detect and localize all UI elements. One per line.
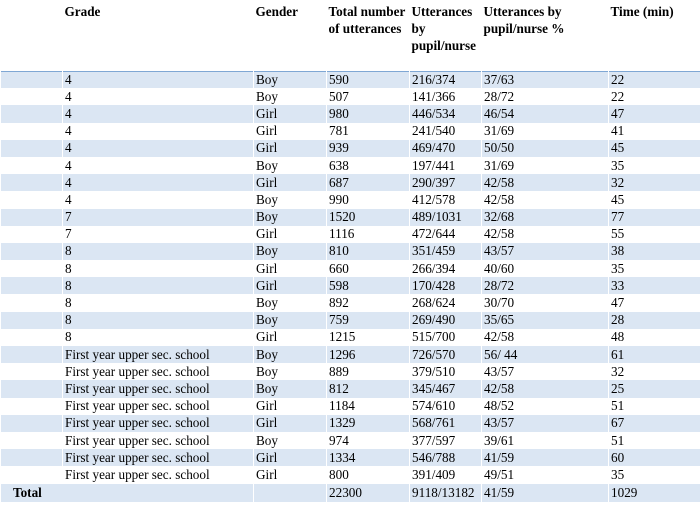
cell-blank — [1, 294, 63, 311]
cell-utterances-percent: 28/72 — [482, 88, 609, 105]
cell-total-utterances: 590 — [327, 71, 410, 88]
cell-blank — [1, 140, 63, 157]
table-row — [1, 363, 700, 380]
cell-utterances-percent: 56/ 44 — [482, 346, 609, 363]
cell-utterances-percent: 40/60 — [482, 260, 609, 277]
cell-gender: Boy — [254, 71, 327, 88]
cell-total-utterances: 781 — [327, 123, 410, 140]
cell-gender: Girl — [254, 449, 327, 466]
total-label: Total — [1, 484, 254, 502]
cell-time: 35 — [609, 466, 700, 483]
cell-utterances-percent: 50/50 — [482, 140, 609, 157]
cell-total-utterances: 1116 — [327, 226, 410, 243]
cell-utterances-percent: 48/52 — [482, 398, 609, 415]
cell-grade: 8 — [63, 294, 254, 311]
cell-total-utterances: 1329 — [327, 415, 410, 432]
header-row — [1, 0, 700, 71]
table-row — [1, 157, 700, 174]
total-row — [1, 484, 700, 502]
cell-blank — [1, 243, 63, 260]
table-header — [1, 0, 700, 71]
cell-utterances-ratio: 574/610 — [410, 398, 482, 415]
cell-blank — [1, 329, 63, 346]
cell-total-utterances: 889 — [327, 363, 410, 380]
cell-time: 67 — [609, 415, 700, 432]
cell-utterances-percent: 46/54 — [482, 105, 609, 122]
header-blank — [1, 0, 63, 71]
cell-utterances-ratio: 170/428 — [410, 277, 482, 294]
cell-time: 45 — [609, 140, 700, 157]
cell-utterances-percent: 43/57 — [482, 363, 609, 380]
cell-total-utterances: 660 — [327, 260, 410, 277]
cell-blank — [1, 260, 63, 277]
cell-time: 32 — [609, 363, 700, 380]
cell-total-utterances: 974 — [327, 432, 410, 449]
cell-gender: Boy — [254, 243, 327, 260]
cell-gender: Girl — [254, 140, 327, 157]
cell-time: 55 — [609, 226, 700, 243]
cell-gender: Girl — [254, 226, 327, 243]
cell-total-utterances: 638 — [327, 157, 410, 174]
cell-gender: Girl — [254, 277, 327, 294]
cell-gender: Boy — [254, 157, 327, 174]
cell-time: 35 — [609, 157, 700, 174]
table-row — [1, 294, 700, 311]
cell-blank — [1, 312, 63, 329]
table-row — [1, 312, 700, 329]
cell-utterances-ratio: 290/397 — [410, 174, 482, 191]
cell-gender: Girl — [254, 329, 327, 346]
table-row — [1, 260, 700, 277]
cell-utterances-ratio: 141/366 — [410, 88, 482, 105]
cell-grade: 4 — [63, 71, 254, 88]
table-row — [1, 277, 700, 294]
cell-gender: Boy — [254, 363, 327, 380]
table-row — [1, 71, 700, 88]
cell-gender: Boy — [254, 209, 327, 226]
cell-time: 22 — [609, 88, 700, 105]
header-gender: Gender — [255, 4, 298, 19]
cell-time: 28 — [609, 312, 700, 329]
cell-total-utterances: 1296 — [327, 346, 410, 363]
cell-utterances-percent: 35/65 — [482, 312, 609, 329]
cell-blank — [1, 191, 63, 208]
table-row — [1, 329, 700, 346]
cell-total-utterances: 810 — [327, 243, 410, 260]
cell-grade: 4 — [63, 174, 254, 191]
cell-total-utterances: 812 — [327, 380, 410, 397]
cell-grade: 7 — [63, 209, 254, 226]
cell-grade: 8 — [63, 277, 254, 294]
cell-blank — [1, 415, 63, 432]
cell-grade: First year upper sec. school — [63, 449, 254, 466]
cell-utterances-percent: 43/57 — [482, 243, 609, 260]
cell-grade: First year upper sec. school — [63, 432, 254, 449]
table-row — [1, 140, 700, 157]
cell-grade: 4 — [63, 88, 254, 105]
cell-utterances-ratio: 268/624 — [410, 294, 482, 311]
cell-total-utterances: 1334 — [327, 449, 410, 466]
table-row — [1, 105, 700, 122]
cell-utterances-percent: 43/57 — [482, 415, 609, 432]
cell-blank — [1, 398, 63, 415]
cell-utterances-percent: 42/58 — [482, 191, 609, 208]
cell-utterances-ratio: 377/597 — [410, 432, 482, 449]
cell-utterances-ratio: 241/540 — [410, 123, 482, 140]
cell-total-utterances: 687 — [327, 174, 410, 191]
cell-utterances-ratio: 266/394 — [410, 260, 482, 277]
cell-total-utterances: 1184 — [327, 398, 410, 415]
header-utterances-percent: Utterances by pupil/nurse % — [483, 4, 565, 36]
cell-time: 22 — [609, 71, 700, 88]
total-time: 1029 — [609, 484, 700, 502]
cell-gender: Boy — [254, 432, 327, 449]
cell-blank — [1, 363, 63, 380]
table-row — [1, 346, 700, 363]
table-row — [1, 209, 700, 226]
cell-utterances-percent: 42/58 — [482, 174, 609, 191]
cell-utterances-ratio: 469/470 — [410, 140, 482, 157]
cell-total-utterances: 800 — [327, 466, 410, 483]
cell-time: 35 — [609, 260, 700, 277]
cell-total-utterances: 939 — [327, 140, 410, 157]
cell-gender: Girl — [254, 466, 327, 483]
cell-utterances-percent: 49/51 — [482, 466, 609, 483]
cell-utterances-ratio: 726/570 — [410, 346, 482, 363]
cell-gender: Boy — [254, 191, 327, 208]
cell-time: 77 — [609, 209, 700, 226]
cell-grade: First year upper sec. school — [63, 380, 254, 397]
cell-gender: Girl — [254, 174, 327, 191]
cell-blank — [1, 123, 63, 140]
table-row — [1, 88, 700, 105]
table-row — [1, 380, 700, 397]
cell-time: 47 — [609, 105, 700, 122]
header-grade: Grade — [64, 4, 101, 19]
cell-time: 32 — [609, 174, 700, 191]
cell-gender: Girl — [254, 415, 327, 432]
cell-blank — [1, 380, 63, 397]
cell-utterances-ratio: 345/467 — [410, 380, 482, 397]
cell-utterances-ratio: 269/490 — [410, 312, 482, 329]
cell-grade: 4 — [63, 140, 254, 157]
cell-time: 51 — [609, 432, 700, 449]
table-row — [1, 123, 700, 140]
cell-gender: Girl — [254, 260, 327, 277]
cell-time: 47 — [609, 294, 700, 311]
cell-time: 60 — [609, 449, 700, 466]
cell-grade: 4 — [63, 191, 254, 208]
cell-blank — [1, 277, 63, 294]
cell-gender: Boy — [254, 346, 327, 363]
cell-time: 25 — [609, 380, 700, 397]
cell-blank — [1, 432, 63, 449]
total-utterances: 22300 — [327, 484, 410, 502]
cell-utterances-ratio: 568/761 — [410, 415, 482, 432]
cell-utterances-percent: 31/69 — [482, 157, 609, 174]
cell-gender: Girl — [254, 123, 327, 140]
cell-utterances-percent: 42/58 — [482, 226, 609, 243]
cell-grade: 8 — [63, 243, 254, 260]
cell-grade: 7 — [63, 226, 254, 243]
cell-utterances-ratio: 216/374 — [410, 71, 482, 88]
cell-total-utterances: 1520 — [327, 209, 410, 226]
cell-utterances-percent: 31/69 — [482, 123, 609, 140]
cell-blank — [1, 466, 63, 483]
cell-grade: 8 — [63, 260, 254, 277]
cell-gender: Girl — [254, 398, 327, 415]
cell-time: 33 — [609, 277, 700, 294]
header-total-utterances: Total number of utterances — [328, 4, 406, 36]
cell-total-utterances: 759 — [327, 312, 410, 329]
cell-utterances-ratio: 546/788 — [410, 449, 482, 466]
table-row — [1, 243, 700, 260]
table-row — [1, 174, 700, 191]
cell-time: 61 — [609, 346, 700, 363]
cell-utterances-percent: 42/58 — [482, 380, 609, 397]
total-utterances-ratio: 9118/13182 — [410, 484, 482, 502]
cell-grade: First year upper sec. school — [63, 466, 254, 483]
cell-gender: Girl — [254, 105, 327, 122]
table-row — [1, 415, 700, 432]
cell-total-utterances: 598 — [327, 277, 410, 294]
cell-blank — [1, 346, 63, 363]
table-row — [1, 466, 700, 483]
cell-utterances-ratio: 197/441 — [410, 157, 482, 174]
cell-total-utterances: 892 — [327, 294, 410, 311]
cell-utterances-ratio: 472/644 — [410, 226, 482, 243]
cell-utterances-ratio: 489/1031 — [410, 209, 482, 226]
cell-grade: 4 — [63, 105, 254, 122]
table-row — [1, 226, 700, 243]
cell-total-utterances: 980 — [327, 105, 410, 122]
cell-time: 51 — [609, 398, 700, 415]
cell-blank — [1, 449, 63, 466]
cell-grade: 4 — [63, 157, 254, 174]
header-utterances-ratio: Utterances by pupil/nurse — [411, 4, 477, 53]
cell-gender: Boy — [254, 88, 327, 105]
cell-blank — [1, 209, 63, 226]
cell-utterances-percent: 28/72 — [482, 277, 609, 294]
cell-blank — [1, 157, 63, 174]
cell-gender: Boy — [254, 380, 327, 397]
table-row — [1, 449, 700, 466]
cell-blank — [1, 226, 63, 243]
table-body — [1, 71, 700, 502]
cell-utterances-ratio: 515/700 — [410, 329, 482, 346]
cell-blank — [1, 71, 63, 88]
total-utterances-percent: 41/59 — [482, 484, 609, 502]
cell-grade: 8 — [63, 329, 254, 346]
cell-grade: 4 — [63, 123, 254, 140]
cell-time: 45 — [609, 191, 700, 208]
cell-utterances-ratio: 351/459 — [410, 243, 482, 260]
cell-utterances-ratio: 379/510 — [410, 363, 482, 380]
cell-grade: First year upper sec. school — [63, 415, 254, 432]
cell-blank — [1, 105, 63, 122]
cell-time: 38 — [609, 243, 700, 260]
table-row — [1, 432, 700, 449]
table-row — [1, 398, 700, 415]
cell-total-utterances: 1215 — [327, 329, 410, 346]
cell-time: 48 — [609, 329, 700, 346]
cell-utterances-percent: 37/63 — [482, 71, 609, 88]
cell-grade: First year upper sec. school — [63, 346, 254, 363]
cell-utterances-ratio: 391/409 — [410, 466, 482, 483]
header-time: Time (min) — [610, 4, 674, 19]
cell-utterances-ratio: 412/578 — [410, 191, 482, 208]
cell-gender: Boy — [254, 294, 327, 311]
cell-grade: First year upper sec. school — [63, 363, 254, 380]
cell-blank — [1, 88, 63, 105]
cell-blank — [1, 174, 63, 191]
cell-utterances-percent: 42/58 — [482, 329, 609, 346]
table-row — [1, 191, 700, 208]
cell-total-utterances: 990 — [327, 191, 410, 208]
cell-utterances-percent: 32/68 — [482, 209, 609, 226]
cell-utterances-percent: 30/70 — [482, 294, 609, 311]
cell-gender: Boy — [254, 312, 327, 329]
cell-utterances-percent: 39/61 — [482, 432, 609, 449]
total-gender-blank — [254, 484, 327, 502]
cell-utterances-percent: 41/59 — [482, 449, 609, 466]
cell-grade: 8 — [63, 312, 254, 329]
cell-grade: First year upper sec. school — [63, 398, 254, 415]
cell-time: 41 — [609, 123, 700, 140]
cell-total-utterances: 507 — [327, 88, 410, 105]
cell-utterances-ratio: 446/534 — [410, 105, 482, 122]
